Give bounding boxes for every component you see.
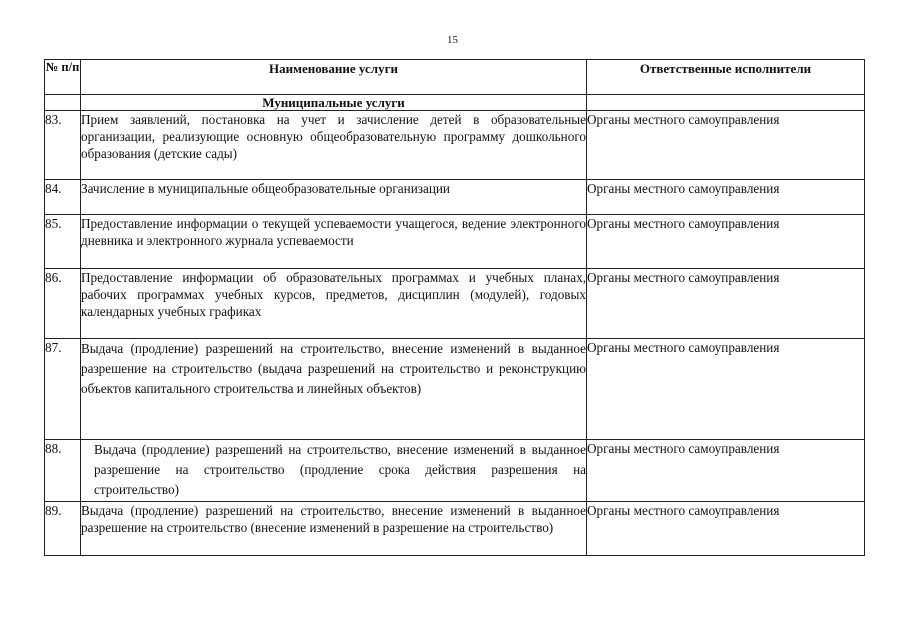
header-service-name: Наименование услуги xyxy=(81,60,587,95)
header-number: № п/п xyxy=(45,60,81,95)
row-number: 83. xyxy=(45,111,81,180)
row-service-name: Зачисление в муниципальные общеобразовательные организации xyxy=(81,180,587,215)
section-title: Муниципальные услуги xyxy=(81,95,587,111)
row-responsible: Органы местного самоуправления xyxy=(587,111,865,180)
row-service-name: Прием заявлений, постановка на учет и зачисление детей в образовательные организации, реализующие основную общеобразовательную программу дошкольного образования (детские сады) xyxy=(81,111,587,180)
row-number: 86. xyxy=(45,269,81,339)
row-number: 88. xyxy=(45,440,81,502)
row-responsible: Органы местного самоуправления xyxy=(587,440,865,502)
section-row xyxy=(45,95,865,111)
table-row xyxy=(45,180,865,215)
row-service-name: Предоставление информации об образовательных программах и учебных планах, рабочих программах учебных курсов, предметов, дисциплин (модулей), годовых календарных учебных графиках xyxy=(81,269,587,339)
table-row xyxy=(45,440,865,502)
row-responsible: Органы местного самоуправления xyxy=(587,339,865,440)
table-row xyxy=(45,269,865,339)
row-service-name: Выдача (продление) разрешений на строительство, внесение изменений в выданное разрешение на строительство (внесение изменений в разрешение на строительство) xyxy=(81,502,587,556)
services-table xyxy=(44,59,865,556)
page-number: 15 xyxy=(447,34,458,46)
row-number: 85. xyxy=(45,215,81,269)
row-number: 84. xyxy=(45,180,81,215)
header-responsible: Ответственные исполнители xyxy=(587,60,865,95)
row-service-name: Предоставление информации о текущей успеваемости учащегося, ведение электронного дневника и электронного журнала успеваемости xyxy=(81,215,587,269)
row-number: 89. xyxy=(45,502,81,556)
row-responsible: Органы местного самоуправления xyxy=(587,269,865,339)
table-row xyxy=(45,502,865,556)
table-row xyxy=(45,215,865,269)
row-number: 87. xyxy=(45,339,81,440)
row-responsible: Органы местного самоуправления xyxy=(587,180,865,215)
table-header-row xyxy=(45,60,865,95)
row-service-name: Выдача (продление) разрешений на строительство, внесение изменений в выданное разрешение на строительство (выдача разрешений на строительство и реконструкцию объектов капитального строительства и линейных объектов) xyxy=(81,339,587,440)
table-row xyxy=(45,111,865,180)
table-row xyxy=(45,339,865,440)
row-service-name: Выдача (продление) разрешений на строительство, внесение изменений в выданное разрешение на строительство (продление срока действия разрешения на строительство) xyxy=(81,440,587,502)
row-responsible: Органы местного самоуправления xyxy=(587,502,865,556)
row-responsible: Органы местного самоуправления xyxy=(587,215,865,269)
